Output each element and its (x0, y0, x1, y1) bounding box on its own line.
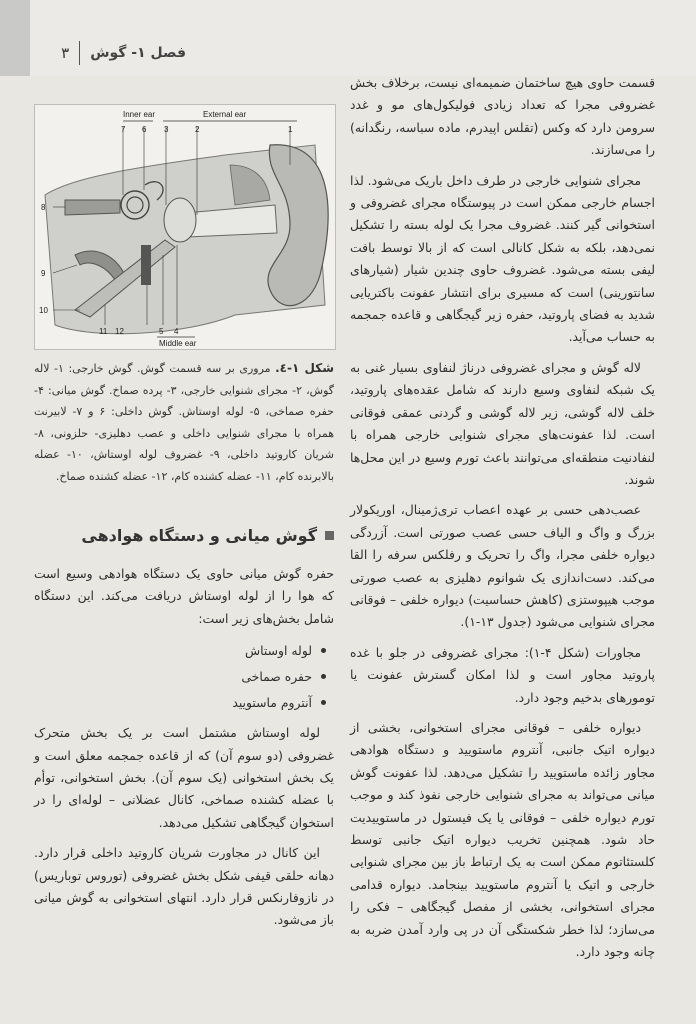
chapter-title: فصل ۱- گوش (90, 45, 186, 61)
label-n1: 1 (288, 125, 293, 134)
header-divider (79, 41, 80, 65)
section-heading (34, 520, 334, 550)
label-n11: 11 (99, 327, 108, 336)
middle-ear-cavity (164, 198, 196, 242)
label-n8: 8 (41, 203, 46, 212)
list-item: حفره صماخی (34, 664, 312, 690)
ear-anatomy-figure (34, 104, 336, 350)
list-item: لوله اوستاش (34, 638, 312, 664)
ear-anatomy-illustration (35, 105, 335, 349)
figure-caption (34, 358, 334, 487)
right-paragraph-4: عصب‌دهی حسی بر عهده اعصاب تری‌ژمینال، اوریکولار بزرگ و واگ و الیاف حسی عصب صورتی است. آزردگی دیواره خلفی مجرا، واگ را تحریک و رفلکس سرفه را القا می‌کند. دست‌اندازی یک شوانوم دهلیزی به عصب صورتی موجب هیپوستزی (کاهش حساسیت) دیواره خلفی – فوقانی مجرای شنوایی می‌شود (جدول ۱۳-۱). (350, 502, 655, 630)
right-paragraph-1: قسمت حاوی هیچ ساختمان ضمیمه‌ای نیست، برخلاف بخش غضروفی مجرا که تعداد زیادی فولیکول‌های مو و غدد سرومن دارد که وکس (تقلس اپیدرم، ماده سباسه، رنگدانه) را می‌سازند. (350, 75, 655, 158)
label-n9: 9 (41, 269, 46, 278)
label-external-ear: External ear (203, 110, 247, 119)
label-middle-ear: Middle ear (159, 339, 197, 348)
right-paragraph-6: دیواره خلفی – فوقانی مجرای استخوانی، بخشی از دیواره اتیک جانبی، آنتروم ماستویید و دستگاه هوادهی مجاور زائده ماستویید را تشکیل می‌دهد. لذا عفونت گوش میانی می‌تواند به مجرای شنوایی خارجی نفوذ کند و موجب تورم دیواره خلفی – فوقانی یا یک فیستول در ماستوییدیت حاد شود. همچنین تخریب دیواره اتیک جانبی توسط کلستئاتوم ممکن است به یک ارتباط باز بین مجرای شنوایی خارجی و اتیک یا آنتروم ماستویید بینجامد. دیواره قدامی مجرای استخوانی، بخشی از مفصل گیجگاهی – فکی را می‌سازد؛ لذا خطر شکستگی آن در پی وارد آمدن ضربه به چانه وجود دارد. (350, 719, 655, 960)
label-n5: 5 (159, 327, 164, 336)
left-paragraph-2: لوله اوستاش مشتمل است بر یک بخش متحرک غضروفی (دو سوم آن) که از قاعده جمجمه معلق است و یک بخش استخوانی (یک سوم آن). بخش استخوانی، توأم با عضله کشنده صماخی، کانال عضلانی – لوله‌ای را در استخوان گیجگاهی تشکیل می‌دهد. (34, 725, 334, 830)
section-square-icon (325, 531, 334, 540)
page-number: ۳ (61, 44, 70, 62)
label-n4: 4 (174, 327, 179, 336)
internal-auditory-canal (65, 200, 120, 215)
caption-text: مروری بر سه قسمت گوش. گوش خارجی: ۱- لاله گوش، ۲- مجرای شنوایی خارجی، ۳- پرده صماخ. گوش میانی: ۴- حفره صماخی، ۵- لوله اوستاش. گوش داخلی: ۶ و ۷- لابیرنت همراه با مجرای شنوایی داخلی و عصب دهلیزی- حلزونی، ۸- شریان کاروتید داخلی، ۹- غضروف لوله اوستاش، ۱۰- عضله بالابرنده کام، ۱۱- عضله کشنده کام، ۱۲- عضله کشنده صماخ. (34, 362, 334, 483)
right-paragraph-5: مجاورات (شکل ۴-۱): مجرای غضروفی در جلو با غده پاروتید مجاور است و لذا امکان گسترش عفونت یا تومورهای بدخیم وجود دارد. (350, 644, 655, 705)
right-paragraph-3: لاله گوش و مجرای غضروفی درناژ لنفاوی بسیار غنی به یک شبکه لنفاوی وسیع دارند که شامل عقده‌های پاروتید، خلف لاله گوشی، زیر لاله گوشی و گردنی عمقی فوقانی است. لذا عفونت‌های مجرای شنوایی خارجی همراه با لنفادنیت منطقه‌ای می‌توانند باعث تورم وسیع در این محل‌ها شوند. (350, 359, 655, 487)
label-n7: 7 (121, 125, 126, 134)
label-inner-ear: Inner ear (123, 110, 156, 119)
label-n6: 6 (142, 125, 147, 134)
label-n3: 3 (164, 125, 169, 134)
left-paragraph-1: حفره گوش میانی حاوی یک دستگاه هوادهی وسیع است که هوا را از لوله اوستاش دریافت می‌کند. این دستگاه شامل بخش‌های زیر است: (34, 566, 334, 626)
caption-title: شکل ۱-٤. (275, 361, 335, 375)
right-paragraph-2: مجرای شنوایی خارجی در طرف داخل باریک می‌شود. لذا اجسام خارجی ممکن است در پیوستگاه مجرای غضروفی و استخوانی گیر کنند. غضروف مجرا یک لوله بسته را تشکیل نمی‌دهد، بلکه به شکل کانالی است که از بالا توسط بافت لیفی بسته می‌شود. غضروف حاوی چندین شیار (شیارهای سانتورینی) است که مسیری برای انتشار عفونت باکتریایی شدید به فضای پاروتید، حفره زیر گیجگاهی و قاعده جمجمه به حساب می‌آید. (350, 172, 655, 345)
bullet-list (34, 638, 334, 716)
page-header (36, 38, 186, 68)
right-column (350, 72, 655, 971)
label-n12: 12 (115, 327, 124, 336)
label-n2: 2 (195, 125, 200, 134)
section-title: گوش میانی و دستگاه هوادهی (81, 525, 317, 545)
left-column (34, 563, 334, 940)
left-paragraph-3: این کانال در مجاورت شریان کاروتید داخلی قرار دارد. دهانه حلقی قیفی شکل بخش غضروفی (توروس توباریس) در نازوفارنکس قرار دارد. انتهای استخوانی به گوش میانی باز می‌شود. (34, 845, 334, 928)
muscle-shape (141, 245, 151, 285)
list-item: آنتروم ماستویید (34, 690, 312, 716)
label-n10: 10 (39, 306, 48, 315)
